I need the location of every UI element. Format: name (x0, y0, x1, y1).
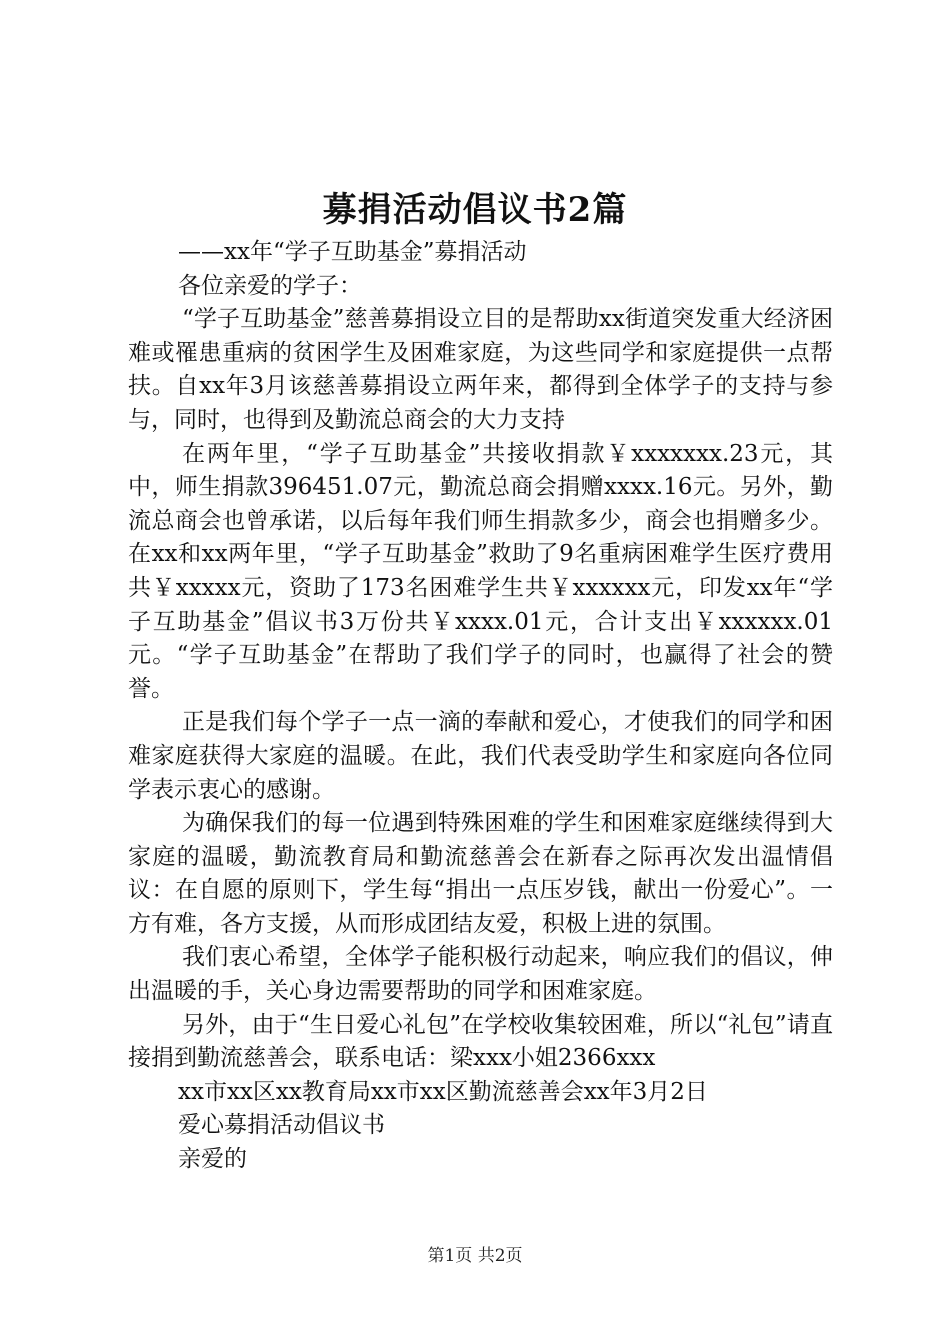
document-subtitle: ——xx年“学子互助基金”募捐活动 (178, 239, 527, 265)
paragraph: 正是我们每个学子一点一滴的奉献和爱心，才使我们的同学和困难家庭获得大家庭的温暖。在此，我们代表受助学生和家庭向各位同学表示衷心的感谢。 (128, 709, 833, 803)
paragraph: 为确保我们的每一位遇到特殊困难的学生和困难家庭继续得到大家庭的温暖，勤流教育局和勤流慈善会在新春之际再次发出温情倡议：在自愿的原则下，学生每“捐出一点压岁钱，献出一份爱心”。一方有难，各方支援，从而形成团结友爱，积极上进的氛围。 (128, 810, 833, 937)
paragraph: 另外，由于“生日爱心礼包”在学校收集较困难，所以“礼包”请直接捐到勤流慈善会，联系电话：梁xxx小姐2366xxx (128, 1011, 833, 1072)
page-number: 第1页 共2页 (427, 1246, 523, 1266)
document-title: 募捐活动倡议书2篇 (322, 190, 628, 230)
paragraph: 我们衷心希望，全体学子能积极行动起来，响应我们的倡议，伸出温暖的手，关心身边需要帮助的同学和困难家庭。 (128, 944, 833, 1005)
second-document-title: 爱心募捐活动倡议书 (178, 1112, 385, 1139)
document-body (128, 236, 833, 1177)
paragraph: “学子互助基金”慈善募捐设立目的是帮助xx街道突发重大经济困难或罹患重病的贫困学生及困难家庭，为这些同学和家庭提供一点帮扶。自xx年3月该慈善募捐设立两年来，都得到全体学子的支持与参与，同时，也得到及勤流总商会的大力支持 (128, 306, 833, 433)
signature-line: xx市xx区xx教育局xx市xx区勤流慈善会xx年3月2日 (178, 1078, 708, 1105)
second-salutation: 亲爱的 (178, 1146, 247, 1173)
paragraph: 在两年里，“学子互助基金”共接收捐款￥xxxxxxx.23元，其中，师生捐款396451.07元，勤流总商会捐赠xxxx.16元。另外，勤流总商会也曾承诺，以后每年我们师生捐款多少，商会也捐赠多少。在xx和xx两年里，“学子互助基金”救助了9名重病困难学生医疗费用共￥xxxxx元，资助了173名困难学生共￥xxxxxx元，印发xx年“学子互助基金”倡议书3万份共￥xxxx.01元，合计支出￥xxxxxx.01元。“学子互助基金”在帮助了我们学子的同时，也赢得了社会的赞誉。 (128, 440, 833, 702)
salutation: 各位亲爱的学子： (178, 272, 362, 299)
